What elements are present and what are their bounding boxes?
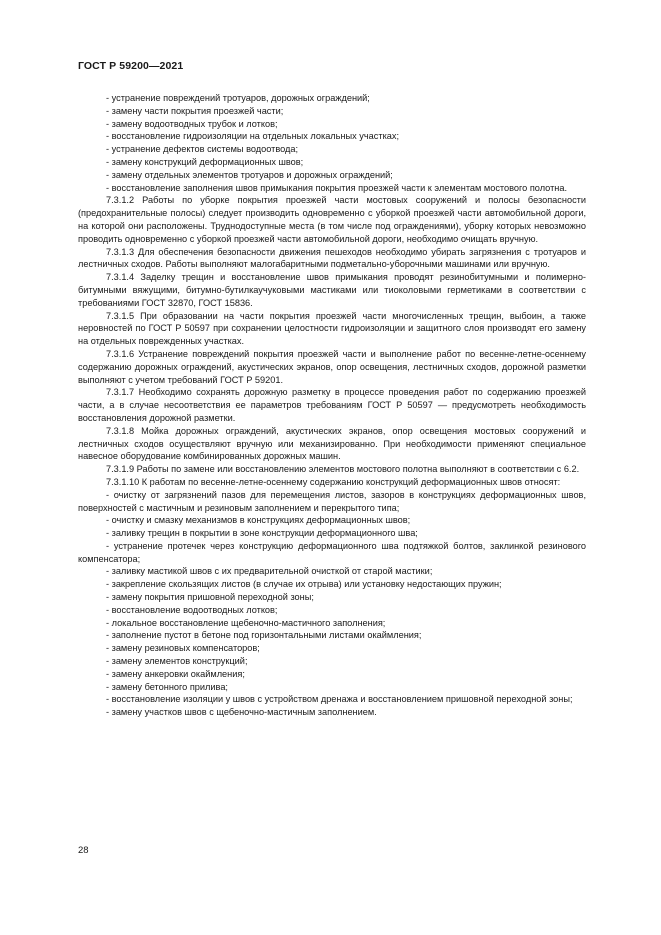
list-item: - очистку от загрязнений пазов для перемещения листов, зазоров в конструкциях деформационных швов, поверхностей с мастичным и резиновым заполнением и перекрытого типа; xyxy=(78,489,586,513)
list-item: - устранение дефектов системы водоотвода; xyxy=(106,144,299,155)
list-item: - замену анкеровки окаймления; xyxy=(106,668,245,679)
list-item: - заливку трещин в покрытии в зоне конструкции деформационного шва; xyxy=(106,528,418,539)
list-item: - замену конструкций деформационных швов; xyxy=(106,156,304,167)
paragraph: 7.3.1.10 К работам по весенне-летне-осеннему содержанию конструкций деформационных швов относят: xyxy=(106,476,561,487)
list-item: - закрепление скользящих листов (в случае их отрыва) или установку недостающих пружин; xyxy=(106,579,502,590)
list-item: - устранение протечек через конструкцию деформационного шва подтяжкой болтов, заклинкой резинового компенсатора; xyxy=(78,540,586,564)
list-item: - очистку и смазку механизмов в конструкциях деформационных швов; xyxy=(106,515,411,526)
list-item: - восстановление гидроизоляции на отдельных локальных участках; xyxy=(106,131,400,142)
paragraph: 7.3.1.4 Заделку трещин и восстановление швов примыкания проводят резинобитумными и полимерно-битумными вяжущими, битумно-бутилкаучуковыми мастиками или тиоколовыми герметиками в соответствии с требованиями ГОСТ 32870, ГОСТ 15836. xyxy=(78,272,586,308)
list-item: - замену элементов конструкций; xyxy=(106,656,248,667)
list-item: - замену отдельных элементов тротуаров и дорожных ограждений; xyxy=(106,169,393,180)
paragraph: 7.3.1.9 Работы по замене или восстановлению элементов мостового полотна выполняют в соответствии с 6.2. xyxy=(106,464,580,475)
list-item: - восстановление заполнения швов примыкания покрытия проезжей части к элементам мостового полотна. xyxy=(106,182,568,193)
list-item: - замену участков швов с щебеночно-мастичным заполнением. xyxy=(106,707,377,718)
list-item: - замену покрытия пришовной переходной зоны; xyxy=(106,592,314,603)
paragraph: 7.3.1.5 При образовании на части покрытия проезжей части многочисленных трещин, выбоин, а также неровностей по ГОСТ Р 50597 при сохранении целостности гидроизоляции и защитного слоя производят его замену на отдельных поврежденных участках. xyxy=(78,310,586,347)
paragraph: 7.3.1.8 Мойка дорожных ограждений, акустических экранов, опор освещения мостовых сооружений и лестничных сходов осуществляют вручную или механизированно. При необходимости применяют специальное навесное оборудование комбинированных дорожных машин. xyxy=(78,425,586,462)
list-item: - замену части покрытия проезжей части; xyxy=(106,105,284,116)
list-item: - замену резиновых компенсаторов; xyxy=(106,643,260,654)
list-item: - восстановление водоотводных лотков; xyxy=(106,604,278,615)
page-number: 28 xyxy=(78,845,89,856)
list-item: - замену водоотводных трубок и лотков; xyxy=(106,118,278,129)
list-item: - устранение повреждений тротуаров, дорожных ограждений; xyxy=(106,93,370,103)
paragraph: 7.3.1.6 Устранение повреждений покрытия проезжей части и выполнение работ по весенне-летне-осеннему содержанию дорожных ограждений, акустических экранов, опор освещения, лестничных сходов, дорожной разметки выполняют с учетом требований ГОСТ Р 59201. xyxy=(78,348,586,385)
document-header: ГОСТ Р 59200—2021 xyxy=(78,60,184,72)
document-body xyxy=(78,92,586,719)
list-item: - заливку мастикой швов с их предварительной очисткой от старой мастики; xyxy=(106,566,433,577)
list-item: - заполнение пустот в бетоне под горизонтальными листами окаймления; xyxy=(106,630,422,641)
list-item: - восстановление изоляции у швов с устройством дренажа и восстановлением пришовной переходной зоны; xyxy=(106,694,573,705)
list-item: - замену бетонного прилива; xyxy=(106,681,228,692)
list-item: - локальное восстановление щебеночно-мастичного заполнения; xyxy=(106,617,386,628)
paragraph: 7.3.1.7 Необходимо сохранять дорожную разметку в процессе проведения работ по содержанию проезжей части, а в случае несоответствия ее параметров требованиям ГОСТ Р 50597 — предусмотреть необходимость восстановления дорожной разметки. xyxy=(78,387,586,423)
paragraph: 7.3.1.2 Работы по уборке покрытия проезжей части мостовых сооружений и полосы безопасности (предохранительные полосы) следует производить одновременно с уборкой проезжей части автомобильной дороги, на которой они расположены. Труднодоступные места (в том числе под ограждениями), уборку которых невозможно проводить одновременно с уборкой проезжей части автомобильной дороги, необходимо очищать вручную. xyxy=(78,195,586,244)
paragraph: 7.3.1.3 Для обеспечения безопасности движения пешеходов необходимо убирать загрязнения с тротуаров и лестничных сходов. Работы выполняют малогабаритными подметально-уборочными машинами или вручную. xyxy=(78,246,586,270)
